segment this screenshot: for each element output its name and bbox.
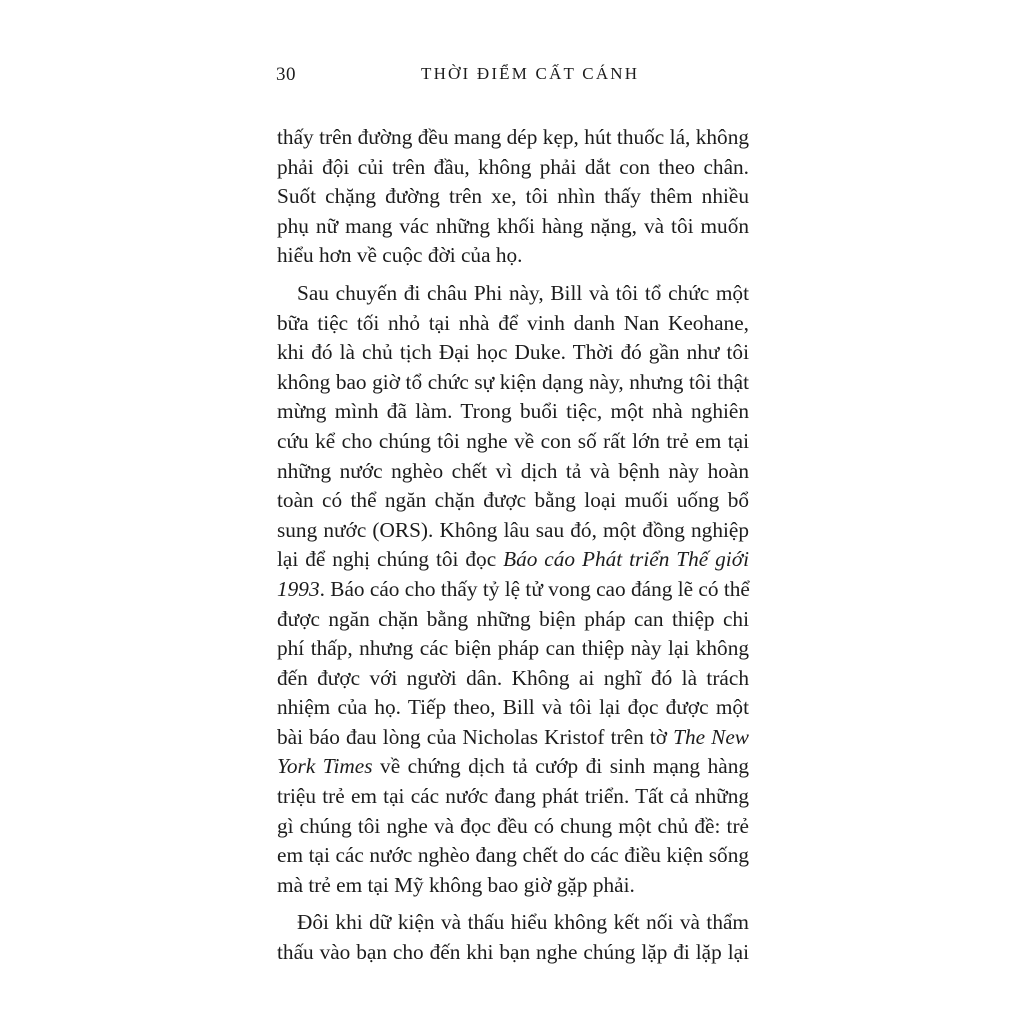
text-line: hiểu hơn về cuộc đời của họ. [277,243,523,268]
text-line [277,752,749,782]
line-text: bài báo đau lòng của Nicholas Kristof trên tờ [277,724,674,749]
newspaper-title-italic: York Times [277,754,373,779]
paragraph-1 [277,123,749,271]
text-line: thấu vào bạn cho đến khi bạn nghe chúng lặp đi lặp lại [277,940,749,965]
text-line: mà trẻ em tại Mỹ không bao giờ gặp phải. [277,872,635,897]
page-number: 30 [276,64,296,85]
line-text: về chứng dịch tả cướp đi sinh mạng hàng [372,754,749,779]
text-line: thấy trên đường đều mang dép kẹp, hút thuốc lá, không [277,125,749,149]
text-line: em tại các nước nghèo đang chết do các điều kiện sống [277,843,749,868]
text-line: Đôi khi dữ kiện và thấu hiểu không kết nối và thẩm [297,910,749,935]
text-line: khi đó là chủ tịch Đại học Duke. Thời đó gần như tôi [277,340,749,365]
text-line [277,545,749,575]
text-line: sung nước (ORS). Không lâu sau đó, một đồng nghiệp [277,517,749,542]
text-line [277,723,749,753]
text-line: những nước nghèo chết vì dịch tả và bệnh này hoàn [277,458,749,483]
text-line: Suốt chặng đường trên xe, tôi nhìn thấy thêm nhiều [277,184,749,209]
text-line [277,575,749,605]
paragraph-2 [277,279,749,900]
text-line: Sau chuyến đi châu Phi này, Bill và tôi tổ chức một [297,280,749,305]
text-line: nhiệm của họ. Tiếp theo, Bill và tôi lại đọc được một [277,695,749,720]
text-line: toàn có thể ngăn chặn được bằng loại muối uống bổ [277,488,749,513]
body-text [277,123,749,968]
text-line: đến được với người dân. Không ai nghĩ đó là trách [277,665,749,690]
text-line: triệu trẻ em tại các nước đang phát triển. Tất cả những [277,784,749,809]
book-title-italic: Báo cáo Phát triển Thế giới [503,547,749,572]
book-title-italic: 1993 [277,576,320,601]
text-line: cứu kể cho chúng tôi nghe về con số rất lớn trẻ em tại [277,428,749,453]
text-line: không bao giờ tổ chức sự kiện dạng này, nhưng tôi thật [277,369,749,394]
text-line: mừng mình đã làm. Trong buổi tiệc, một nhà nghiên [277,399,749,424]
text-line: gì chúng tôi nghe và đọc đều có chung một chủ đề: trẻ [277,813,749,838]
text-line: phụ nữ mang vác những khối hàng nặng, và tôi muốn [277,213,749,238]
text-line: phải đội củi trên đầu, không phải dắt con theo chân. [277,154,749,179]
line-text: . Báo cáo cho thấy tỷ lệ tử vong cao đáng lẽ có thể [319,576,750,601]
text-line: phí thấp, nhưng các biện pháp can thiệp này lại không [277,636,749,661]
newspaper-title-italic: The New [673,724,749,749]
running-header: THỜI ĐIỂM CẤT CÁNH [421,64,640,83]
text-line: bữa tiệc tối nhỏ tại nhà để vinh danh Nan Keohane, [277,310,749,335]
line-text: lại để nghị chúng tôi đọc [277,547,504,572]
text-line: được ngăn chặn bằng những biện pháp can thiệp chi [277,606,749,631]
paragraph-3 [277,908,749,967]
